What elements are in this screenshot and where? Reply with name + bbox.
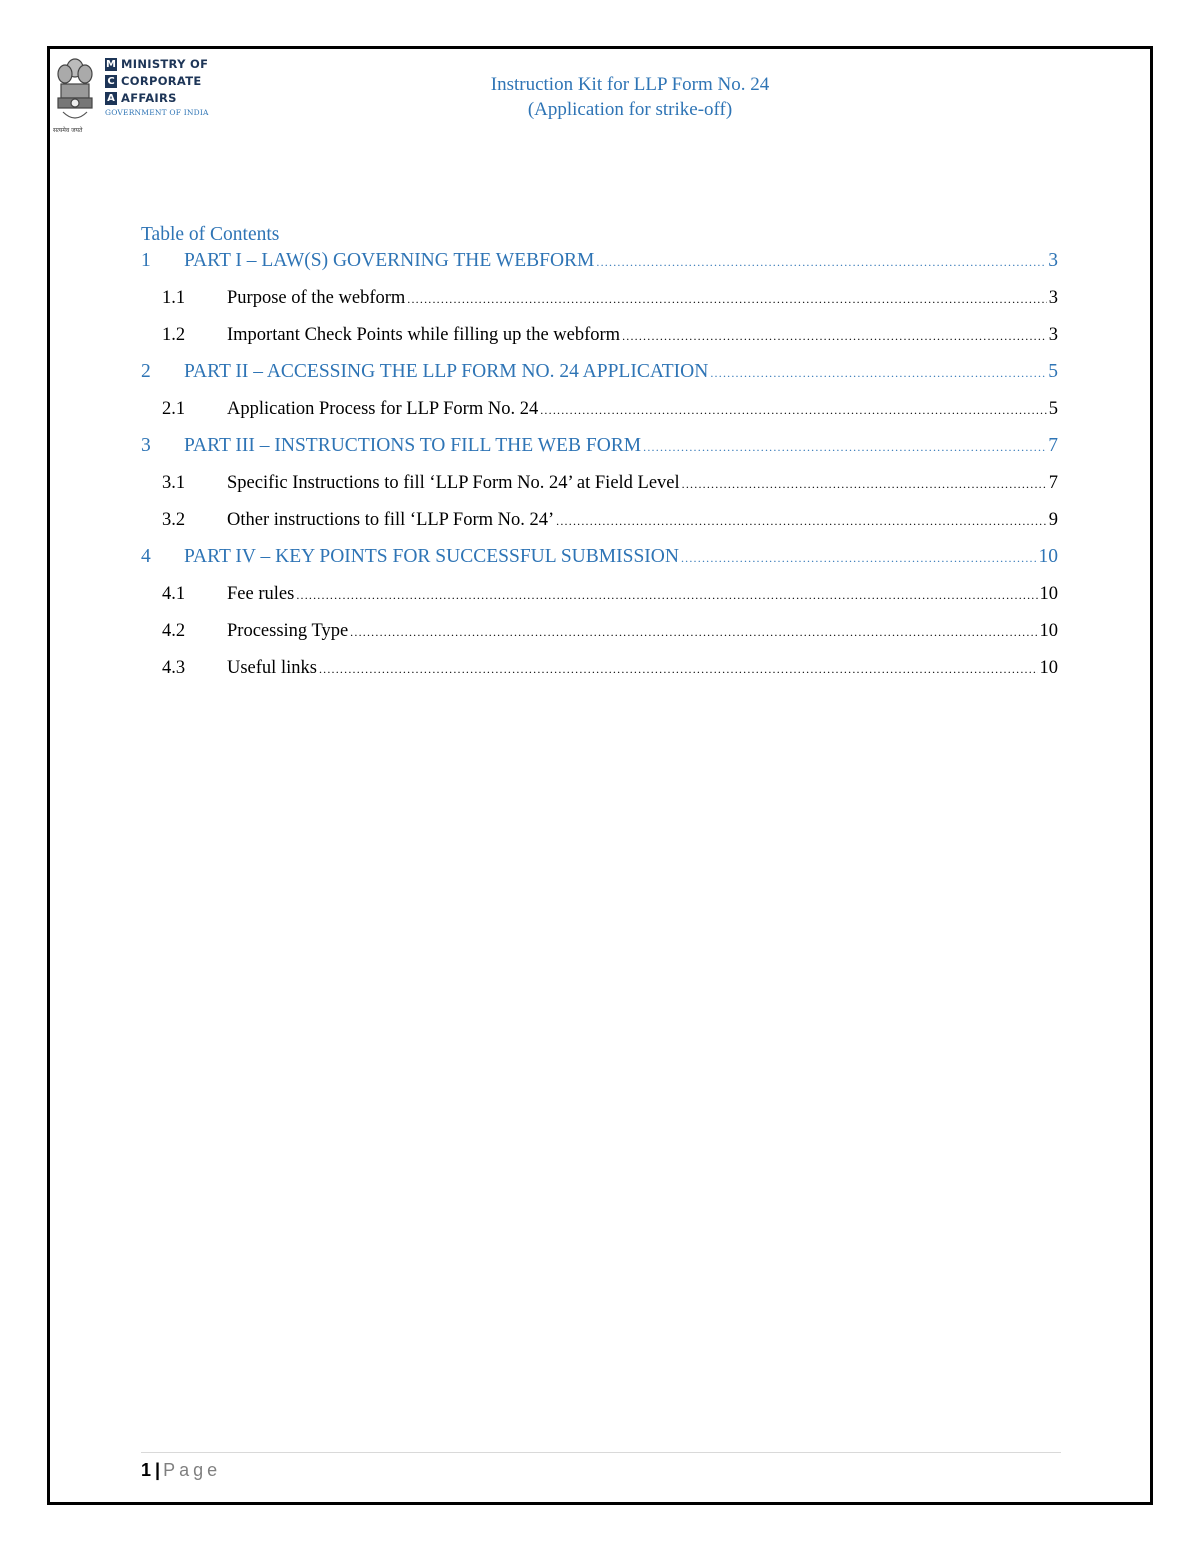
logo-letter: C: [105, 75, 117, 88]
toc-title: Important Check Points while filling up the webform: [227, 325, 621, 345]
toc-title: PART II – ACCESSING THE LLP FORM NO. 24 APPLICATION: [184, 361, 709, 382]
toc-entry-1-2[interactable]: [141, 322, 1058, 359]
toc-number: 3.1: [162, 473, 186, 493]
toc-leader: [643, 434, 1046, 460]
toc-leader: [319, 656, 1038, 682]
mca-logo: [53, 54, 243, 136]
logo-word: CORPORATE: [121, 74, 202, 88]
toc-title: Fee rules: [227, 584, 295, 604]
toc-title: Purpose of the webform: [227, 288, 406, 308]
toc-title: Useful links: [227, 658, 317, 678]
toc-page-number: 3: [1048, 288, 1058, 308]
toc-leader: [596, 249, 1046, 275]
toc-title: PART IV – KEY POINTS FOR SUCCESSFUL SUBMISSION: [184, 546, 679, 567]
toc-page-number: 10: [1039, 584, 1058, 604]
toc-leader: [682, 471, 1047, 497]
toc-entry-part-1[interactable]: [141, 248, 1058, 285]
ashoka-emblem-icon: [53, 54, 97, 134]
toc-leader: [681, 545, 1037, 571]
toc-title: PART I – LAW(S) GOVERNING THE WEBFORM: [184, 250, 595, 271]
logo-word: MINISTRY OF: [121, 57, 209, 71]
footer-separator: |: [155, 1460, 161, 1480]
toc-number: 3: [141, 435, 151, 456]
toc-page-number: 7: [1048, 473, 1058, 493]
toc-number: 4.2: [162, 621, 186, 641]
toc-heading: Table of Contents: [141, 224, 280, 245]
toc-leader: [407, 286, 1046, 312]
toc-entry-2-1[interactable]: [141, 396, 1058, 433]
toc-page-number: 3: [1048, 250, 1058, 271]
logo-letter: M: [106, 58, 116, 70]
footer-page-label: Page: [163, 1460, 222, 1480]
logo-text: [105, 56, 209, 117]
toc-leader: [296, 582, 1037, 608]
toc-page-number: 5: [1048, 399, 1058, 419]
toc-number: 1: [141, 250, 151, 271]
toc-entry-4-3[interactable]: [141, 655, 1058, 692]
logo-government: GOVERNMENT OF INDIA: [105, 108, 209, 117]
toc-page-number: 7: [1048, 435, 1058, 456]
toc-number: 4: [141, 546, 151, 567]
toc-page-number: 5: [1048, 361, 1058, 382]
toc-leader: [556, 508, 1047, 534]
toc-number: 1.1: [162, 288, 186, 308]
toc-entry-1-1[interactable]: [141, 285, 1058, 322]
page-footer: [141, 1459, 221, 1481]
footer-page-number: 1: [141, 1460, 152, 1480]
toc-entry-4-1[interactable]: [141, 581, 1058, 618]
toc-leader: [710, 360, 1046, 386]
toc-entry-3-1[interactable]: [141, 470, 1058, 507]
toc-page-number: 3: [1048, 325, 1058, 345]
footer-divider: [141, 1452, 1061, 1453]
toc-entry-part-4[interactable]: [141, 544, 1058, 581]
toc-leader: [350, 619, 1037, 645]
toc-number: 2.1: [162, 399, 186, 419]
toc-page-number: 10: [1038, 546, 1058, 567]
toc-title: Processing Type: [227, 621, 349, 641]
toc-number: 1.2: [162, 325, 186, 345]
logo-letter: A: [105, 92, 117, 105]
toc-title: Other instructions to fill ‘LLP Form No. 24’: [227, 510, 555, 530]
header-subtitle: (Application for strike-off): [527, 99, 733, 120]
emblem-motto: सत्यमेव जयते: [53, 127, 83, 134]
toc-title: Application Process for LLP Form No. 24: [227, 399, 539, 419]
toc-leader: [540, 397, 1047, 423]
table-of-contents: [141, 222, 1058, 692]
toc-title: Specific Instructions to fill ‘LLP Form No. 24’ at Field Level: [227, 473, 680, 493]
toc-number: 2: [141, 361, 151, 382]
toc-page-number: 9: [1048, 510, 1058, 530]
toc-title: PART III – INSTRUCTIONS TO FILL THE WEB FORM: [184, 435, 642, 456]
header-title: Instruction Kit for LLP Form No. 24: [490, 74, 770, 95]
toc-entry-4-2[interactable]: [141, 618, 1058, 655]
toc-number: 3.2: [162, 510, 186, 530]
toc-page-number: 10: [1039, 621, 1058, 641]
toc-leader: [622, 323, 1047, 349]
toc-page-number: 10: [1039, 658, 1058, 678]
toc-number: 4.1: [162, 584, 186, 604]
toc-entry-part-3[interactable]: [141, 433, 1058, 470]
toc-number: 4.3: [162, 658, 186, 678]
toc-entry-part-2[interactable]: [141, 359, 1058, 396]
document-header: [390, 72, 870, 122]
toc-entry-3-2[interactable]: [141, 507, 1058, 544]
logo-word: AFFAIRS: [121, 91, 177, 105]
